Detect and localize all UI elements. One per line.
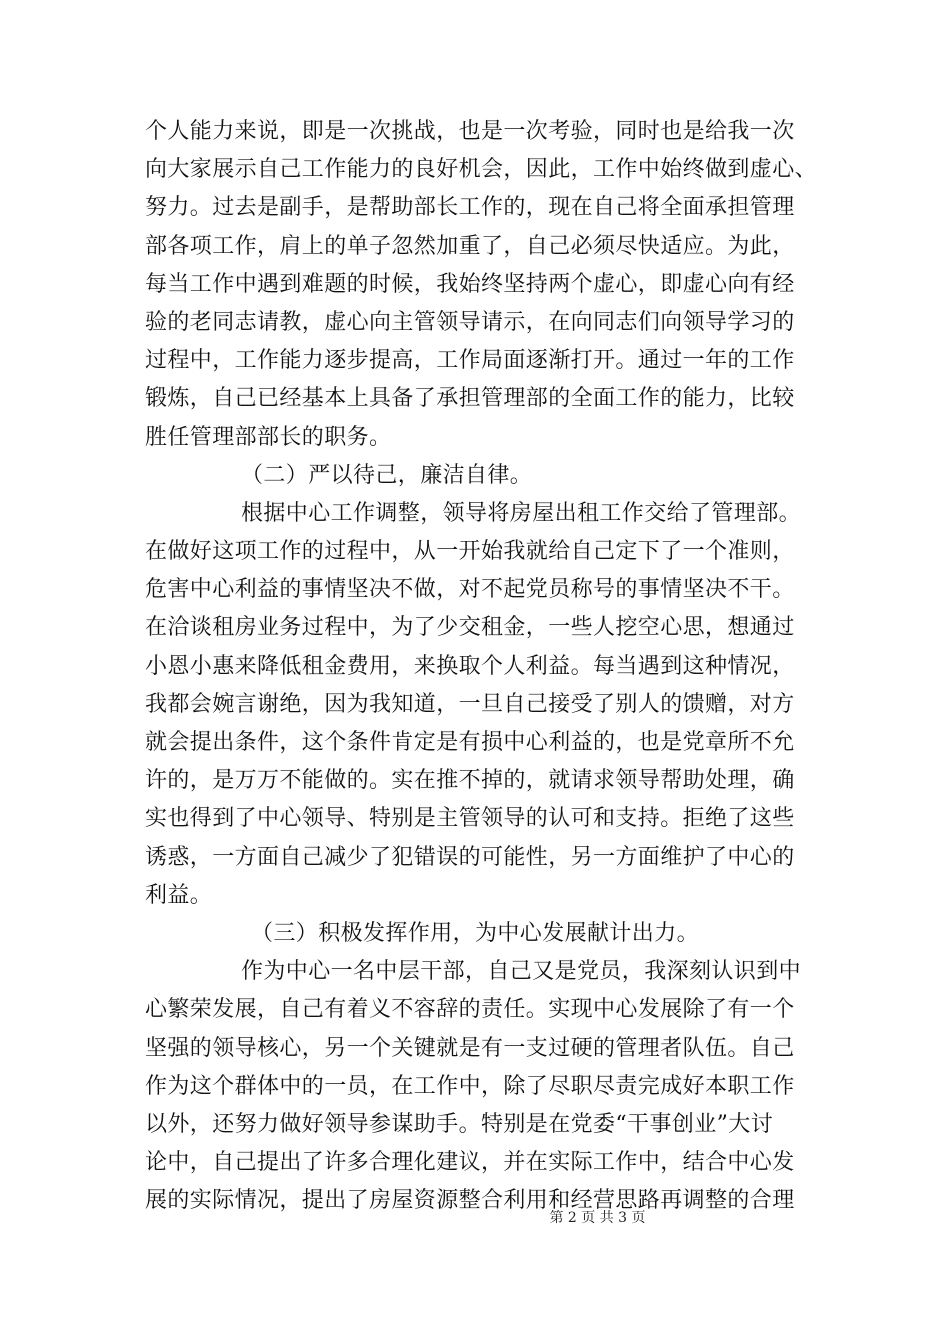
text-line: 向大家展示自己工作能力的良好机会，因此，工作中始终做到虚心、 — [145, 157, 818, 183]
text-line: 以外，还努力做好领导参谋助手。特别是在党委“干事创业”大讨 — [145, 1111, 774, 1137]
text-line: 坚强的领导核心，另一个关键就是有一支过硬的管理者队伍。自己 — [145, 1035, 795, 1061]
text-line: 小恩小惠来降低租金费用，来换取个人利益。每当遇到这种情况， — [145, 653, 795, 679]
paragraph-first-line: 根据中心工作调整，领导将房屋出租工作交给了管理部。 — [241, 500, 802, 526]
text-line: 个人能力来说，即是一次挑战，也是一次考验，同时也是给我一次 — [145, 119, 795, 144]
text-line: 验的老同志请教，虚心向主管领导请示，在向同志们向领导学习的 — [145, 309, 795, 335]
text-line: 危害中心利益的事情坚决不做，对不起党员称号的事情坚决不干。 — [145, 577, 795, 603]
text-line: 实也得到了中心领导、特别是主管领导的认可和支持。拒绝了这些 — [145, 806, 795, 832]
text-line: 部各项工作，肩上的单子忽然加重了，自己必须尽快适应。为此， — [145, 233, 795, 259]
paragraph-first-line: 作为中心一名中层干部，自己又是党员，我深刻认识到中 — [241, 959, 802, 985]
section-heading: （二）严以待己，廉洁自律。 — [241, 462, 533, 488]
body-text — [145, 113, 818, 1220]
text-line: 每当工作中遇到难题的时候，我始终坚持两个虚心，即虚心向有经 — [145, 271, 795, 297]
text-line: 许的，是万万不能做的。实在推不掉的，就请求领导帮助处理，确 — [145, 768, 795, 794]
text-line: 锻炼，自己已经基本上具备了承担管理部的全面工作的能力，比较 — [145, 386, 795, 412]
text-line: 展的实际情况，提出了房屋资源整合利用和经营思路再调整的合理 — [145, 1188, 795, 1214]
text-line: 论中，自己提出了许多合理化建议，并在实际工作中，结合中心发 — [145, 1150, 795, 1176]
page-number-footer: 第 2 页 共 3 页 — [549, 1210, 646, 1226]
text-line: 就会提出条件，这个条件肯定是有损中心利益的，也是党章所不允 — [145, 730, 795, 755]
text-line: 在做好这项工作的过程中，从一开始我就给自己定下了一个准则， — [145, 539, 795, 565]
text-line: 在洽谈租房业务过程中，为了少交租金，一些人挖空心思，想通过 — [145, 615, 795, 641]
text-line: 我都会婉言谢绝，因为我知道，一旦自己接受了别人的馈赠，对方 — [145, 691, 795, 717]
text-line: 胜任管理部部长的职务。 — [145, 424, 392, 450]
text-line: 努力。过去是副手，是帮助部长工作的，现在自己将全面承担管理 — [145, 195, 795, 221]
text-line: 作为这个群体中的一员，在工作中，除了尽职尽责完成好本职工作 — [145, 1073, 795, 1099]
text-line: 过程中，工作能力逐步提高，工作局面逐渐打开。通过一年的工作 — [145, 348, 795, 374]
text-line: 利益。 — [145, 882, 213, 908]
text-line: 诱惑，一方面自己减少了犯错误的可能性，另一方面维护了中心的 — [145, 844, 795, 870]
section-heading: （三）积极发挥作用，为中心发展献计出力。 — [251, 920, 700, 946]
text-line: 心繁荣发展，自己有着义不容辞的责任。实现中心发展除了有一个 — [145, 997, 795, 1023]
